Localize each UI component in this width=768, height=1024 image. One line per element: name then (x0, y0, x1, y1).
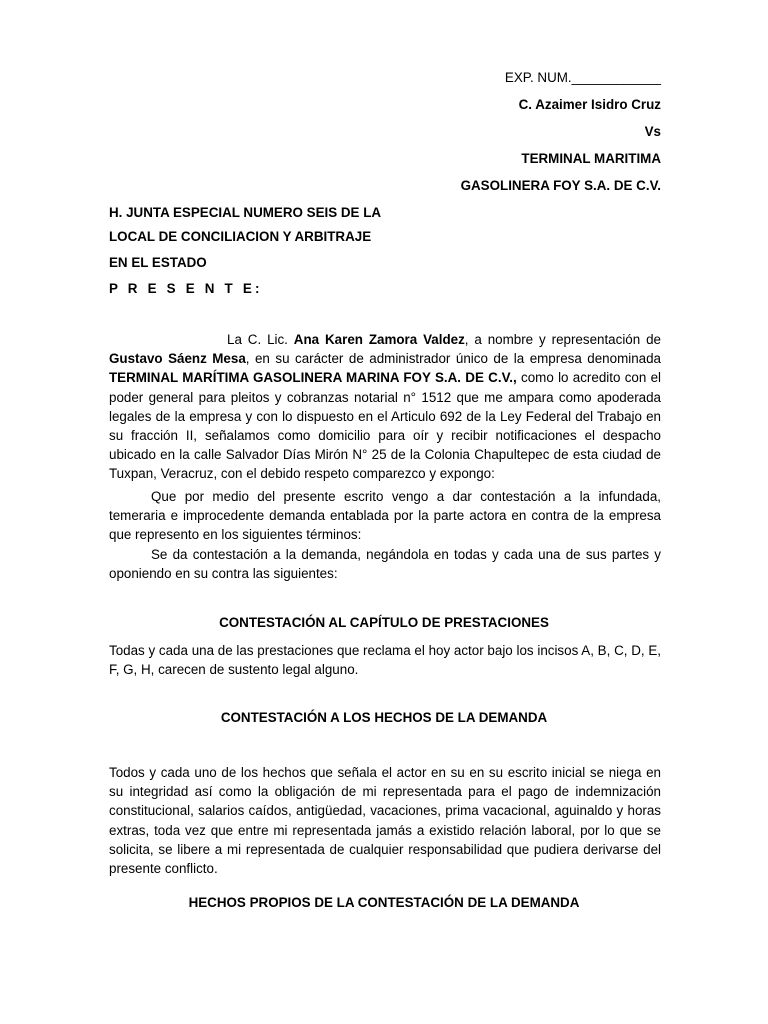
contestacion-text: Que por medio del presente escrito vengo a dar contestación a la infundada, temeraria e improcedente demanda entablada por la parte actora en contra de la empresa que represento en los siguientes términos: (109, 489, 661, 543)
addressee-line-3: EN EL ESTADO (109, 255, 207, 270)
expediente-number: EXP. NUM.____________ (504, 70, 661, 85)
intro-paragraph (109, 330, 661, 484)
heading-prestaciones: CONTESTACIÓN AL CAPÍTULO DE PRESTACIONES (219, 615, 549, 630)
intro-text-3: , en su carácter de administrador único de la empresa denominada (245, 351, 661, 367)
hechos-paragraph: Todos y cada uno de los hechos que señala el actor en su en su escrito inicial se niega en su integridad así como la obligación de mi representada para el pago de indemnización constitucional, salarios caídos, antigüedad, vacaciones, prima vacacional, aguinaldo y horas extras, toda vez que entre mi representada jamás a existido relación laboral, por lo que se solicita, se libere a mi representada de cualquier responsabilidad que pudiera derivarse del presente conflicto. (109, 765, 661, 877)
administrator-name: Gustavo Sáenz Mesa (109, 351, 246, 367)
company-name: TERMINAL MARÍTIMA GASOLINERA MARINA FOY S.A. DE C.V., (109, 370, 517, 386)
lawyer-name: Ana Karen Zamora Valdez (293, 332, 465, 347)
negacion-paragraph (109, 545, 661, 583)
actor-name: C. Azaimer Isidro Cruz (518, 97, 661, 112)
heading-hechos: CONTESTACIÓN A LOS HECHOS DE LA DEMANDA (220, 710, 548, 725)
prestaciones-paragraph: Todas y cada una de las prestaciones que reclama el hoy actor bajo los incisos A, B, C, D, E, F, G, H, carecen de sustento legal alguno. (109, 643, 661, 678)
heading-hechos-propios: HECHOS PROPIOS DE LA CONTESTACIÓN DE LA DEMANDA (188, 895, 580, 910)
contestacion-paragraph (109, 487, 661, 545)
addressee-line-2: LOCAL DE CONCILIACION Y ARBITRAJE (109, 229, 372, 244)
negacion-text: Se da contestación a la demanda, negándola en todas y cada una de sus partes y oponiendo en su contra las siguientes: (109, 547, 661, 582)
intro-text-1: La C. Lic. (227, 332, 294, 347)
defendant-line-2: GASOLINERA FOY S.A. DE C.V. (460, 178, 661, 193)
versus-label: Vs (644, 124, 661, 139)
defendant-line-1: TERMINAL MARITIMA (521, 151, 661, 166)
intro-text-2: , a nombre y representación de (464, 332, 661, 347)
intro-text-4: como lo acredito con el poder general para pleitos y cobranzas notarial n° 1512 que me ampara como apoderada legales de la empresa y con lo dispuesto en el Articulo 692 de la Ley Federal del Trabajo en su fracción II, señalamos como domicilio para oír y recibir notificaciones el despacho ubicado en la calle Salvador Días Mirón N° 25 de la Colonia Chapultepec de esta ciudad de Tuxpan, Veracruz, con el debido respeto comparezco y expongo: (109, 370, 662, 482)
addressee-line-1: H. JUNTA ESPECIAL NUMERO SEIS DE LA (109, 205, 382, 220)
addressee-presente: P R E S E N T E: (109, 281, 263, 296)
